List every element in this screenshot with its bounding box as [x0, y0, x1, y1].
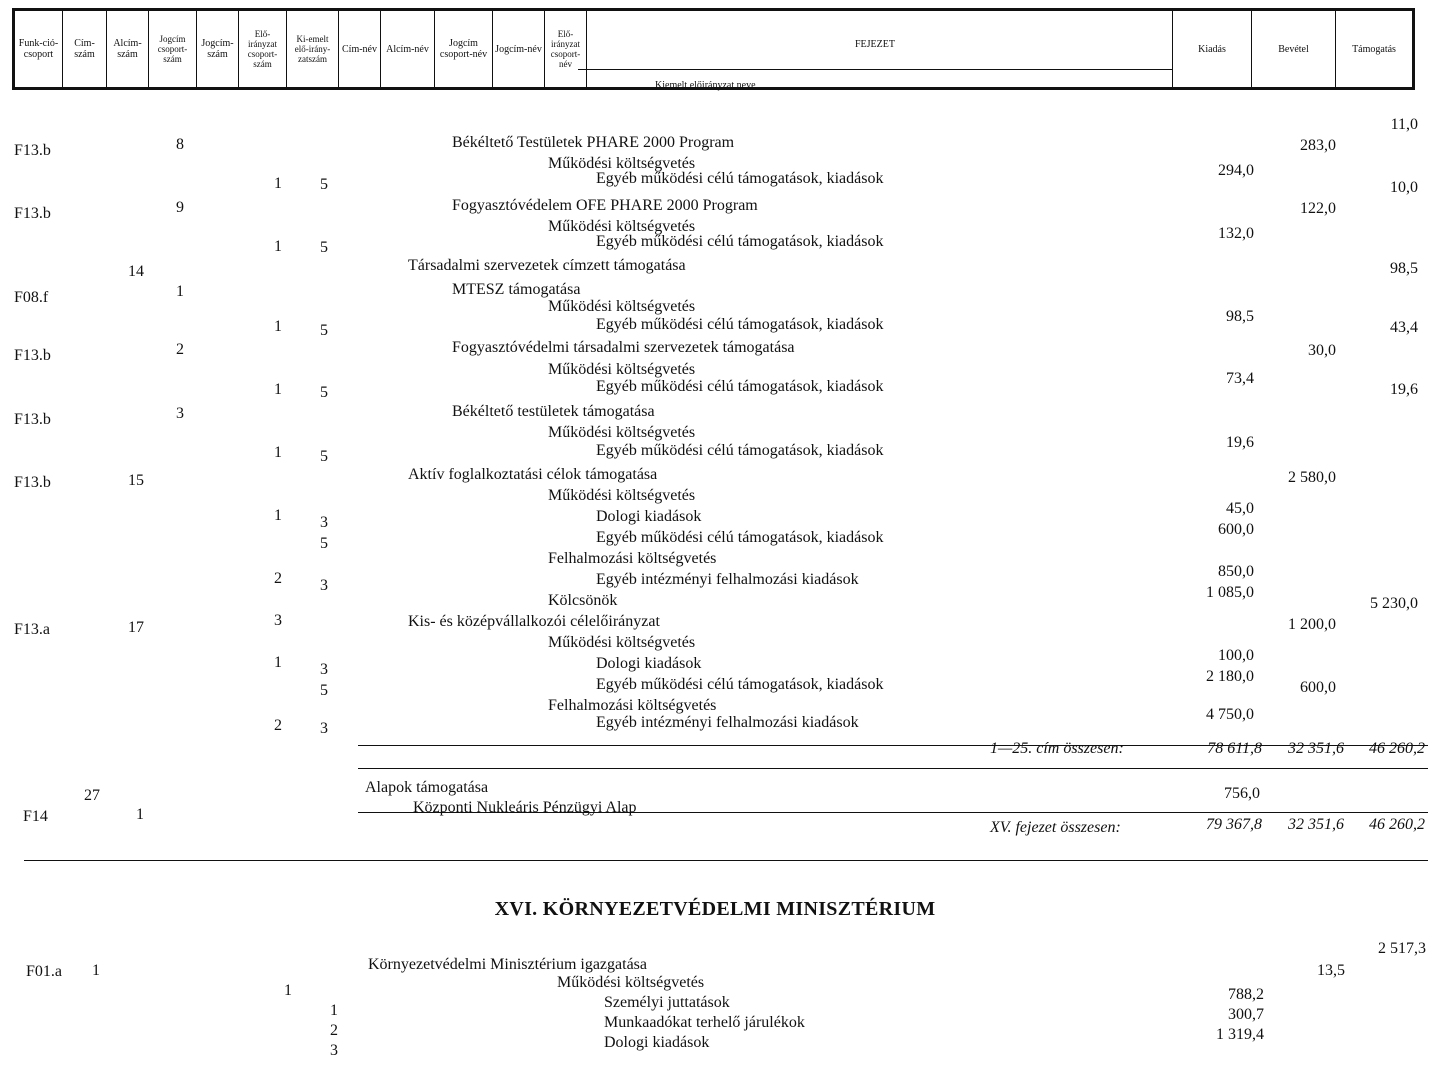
- row-funkcio: F13.b: [14, 142, 51, 159]
- total1-label: 1—25. cím összesen:: [990, 740, 1124, 757]
- col-header-bevetel: Bevétel: [1252, 11, 1336, 87]
- row-name: Fogyasztóvédelem OFE PHARE 2000 Program: [452, 197, 758, 214]
- row-tamogatas: 11,0: [1390, 116, 1418, 133]
- row-kiemelt: 5: [320, 682, 328, 699]
- alapok-alcim: 1: [136, 806, 144, 823]
- row-name: Működési költségvetés: [548, 424, 696, 441]
- row-name: Fogyasztóvédelmi társadalmi szervezetek támogatása: [452, 339, 795, 356]
- col-header-alcimnev: Alcím-név: [381, 11, 435, 87]
- row-name: Működési költségvetés: [548, 487, 696, 504]
- row-jogcim-csoport: 9: [176, 199, 184, 216]
- col-header-kiemelt: Ki-emelt elő-irány-zatszám: [287, 11, 339, 87]
- total2-kiadas: 79 367,8: [1206, 816, 1262, 833]
- fejezet-label: FEJEZET: [855, 39, 895, 50]
- chapter-end-rule: [24, 860, 1428, 861]
- row-funkcio: F13.a: [14, 621, 50, 638]
- row-kiadas: 73,4: [1226, 370, 1254, 387]
- row-kiadas: 600,0: [1218, 521, 1254, 538]
- ministry-item-name: Dologi kiadások: [604, 1034, 710, 1051]
- col-header-eloirszam: Elő-irányzat csoport-szám: [239, 11, 287, 87]
- row-name: Egyéb működési célú támogatások, kiadások: [596, 529, 884, 546]
- ministry-tamogatas: 2 517,3: [1378, 940, 1426, 957]
- alapok-name: Alapok támogatása: [365, 779, 489, 796]
- row-kiemelt: 3: [320, 577, 328, 594]
- row-kiadas: 98,5: [1226, 308, 1254, 325]
- row-jogcim-csoport: 3: [176, 405, 184, 422]
- row-funkcio: F13.b: [14, 474, 51, 491]
- row-eloiranyzat-csoport: 1: [274, 318, 282, 335]
- ministry-item-name: Személyi juttatások: [604, 994, 730, 1011]
- row-eloiranyzat-csoport: 2: [274, 717, 282, 734]
- ministry-ecs: 1: [284, 982, 292, 999]
- row-name: Egyéb intézményi felhalmozási kiadások: [596, 571, 859, 588]
- ministry-mk: Működési költségvetés: [557, 974, 705, 991]
- row-name: Békéltető testületek támogatása: [452, 403, 655, 420]
- total2-tamogatas: 46 260,2: [1369, 816, 1425, 833]
- row-eloiranyzat-csoport: 1: [274, 381, 282, 398]
- row-name: Társadalmi szervezetek címzett támogatása: [408, 257, 686, 274]
- row-alcim: 14: [128, 263, 144, 280]
- row-name: Működési költségvetés: [548, 155, 696, 172]
- row-kiadas: 45,0: [1226, 500, 1254, 517]
- total2-bevetel: 32 351,6: [1288, 816, 1344, 833]
- row-kiemelt: 5: [320, 448, 328, 465]
- row-jogcim-csoport: 8: [176, 136, 184, 153]
- alapok-kiadas: 756,0: [1224, 785, 1260, 802]
- ministry-cim: 1: [92, 962, 100, 979]
- col-header-jogcimcsopszam: Jogcím csoport-szám: [149, 11, 197, 87]
- fejezet-divider: [578, 69, 1172, 70]
- row-tamogatas: 19,6: [1390, 381, 1418, 398]
- ministry-item-kiemelt: 2: [330, 1022, 338, 1039]
- row-eloiranyzat-csoport: 1: [274, 175, 282, 192]
- row-name: Egyéb működési célú támogatások, kiadások: [596, 233, 884, 250]
- ministry-item-kiemelt: 3: [330, 1042, 338, 1059]
- row-kiemelt: 3: [320, 720, 328, 737]
- row-kiadas: 1 085,0: [1206, 584, 1254, 601]
- ministry-bevetel: 13,5: [1317, 962, 1345, 979]
- row-eloiranyzat-csoport: 1: [274, 654, 282, 671]
- ministry-item-kiadas: 300,7: [1228, 1006, 1264, 1023]
- row-tamogatas: 43,4: [1390, 319, 1418, 336]
- row-kiemelt: 3: [320, 661, 328, 678]
- ministry-item-kiadas: 788,2: [1228, 986, 1264, 1003]
- row-name: Felhalmozási költségvetés: [548, 697, 717, 714]
- row-name: Működési költségvetés: [548, 218, 696, 235]
- row-kiemelt: 5: [320, 176, 328, 193]
- total1-kiadas: 78 611,8: [1207, 740, 1262, 757]
- row-alcim: 17: [128, 619, 144, 636]
- row-eloiranyzat-csoport: 3: [274, 612, 282, 629]
- row-name: Működési költségvetés: [548, 634, 696, 651]
- col-header-funkcio: Funk-ció-csoport: [15, 11, 63, 87]
- row-bevetel: 600,0: [1300, 679, 1336, 696]
- chapter-title: XVI. KÖRNYEZETVÉDELMI MINISZTÉRIUM: [494, 898, 936, 920]
- row-bevetel: 122,0: [1300, 200, 1336, 217]
- row-kiadas: 100,0: [1218, 647, 1254, 664]
- row-kiadas: 19,6: [1226, 434, 1254, 451]
- row-kiadas: 850,0: [1218, 563, 1254, 580]
- row-name: Egyéb intézményi felhalmozási kiadások: [596, 714, 859, 731]
- row-kiadas: 4 750,0: [1206, 706, 1254, 723]
- row-tamogatas: 5 230,0: [1370, 595, 1418, 612]
- row-name: Egyéb működési célú támogatások, kiadások: [596, 378, 884, 395]
- alapok-cim: 27: [84, 787, 100, 804]
- row-bevetel: 30,0: [1308, 342, 1336, 359]
- row-name: Egyéb működési célú támogatások, kiadások: [596, 442, 884, 459]
- total1-bevetel: 32 351,6: [1288, 740, 1344, 757]
- row-name: Felhalmozási költségvetés: [548, 550, 717, 567]
- row-jogcim-csoport: 2: [176, 341, 184, 358]
- row-name: Egyéb működési célú támogatások, kiadások: [596, 676, 884, 693]
- row-kiadas: 2 180,0: [1206, 668, 1254, 685]
- row-name: Békéltető Testületek PHARE 2000 Program: [452, 134, 735, 151]
- row-bevetel: 283,0: [1300, 137, 1336, 154]
- row-kiadas: 132,0: [1218, 225, 1254, 242]
- row-jogcim-csoport: 1: [176, 283, 184, 300]
- row-eloiranyzat-csoport: 1: [274, 444, 282, 461]
- row-name: Kis- és középvállalkozói célelőirányzat: [408, 613, 660, 630]
- row-kiadas: 294,0: [1218, 162, 1254, 179]
- alapok-sub: Központi Nukleáris Pénzügyi Alap: [413, 799, 637, 816]
- row-eloiranyzat-csoport: 1: [274, 507, 282, 524]
- col-header-eloirnev: Elő-irányzat csoport-név: [545, 11, 587, 87]
- row-name: Egyéb működési célú támogatások, kiadások: [596, 170, 884, 187]
- row-alcim: 15: [128, 472, 144, 489]
- row-name: MTESZ támogatása: [452, 281, 581, 298]
- kiemelt-nev-label: Kiemelt előirányzat neve: [655, 80, 756, 91]
- row-funkcio: F13.b: [14, 347, 51, 364]
- col-header-cimnev: Cím-név: [339, 11, 381, 87]
- col-header-alcimszam: Alcím-szám: [107, 11, 149, 87]
- row-kiemelt: 5: [320, 322, 328, 339]
- col-header-kiadas: Kiadás: [1172, 11, 1252, 87]
- col-header-jogcimcsopnev: Jogcím csoport-név: [435, 11, 493, 87]
- ministry-item-kiadas: 1 319,4: [1216, 1026, 1264, 1043]
- row-eloiranyzat-csoport: 1: [274, 238, 282, 255]
- row-funkcio: F08.f: [14, 289, 49, 306]
- col-header-jogcimszam: Jogcím-szám: [197, 11, 239, 87]
- ministry-funkcio: F01.a: [26, 963, 62, 980]
- row-eloiranyzat-csoport: 2: [274, 570, 282, 587]
- ministry-item-kiemelt: 1: [330, 1002, 338, 1019]
- ministry-item-name: Munkaadókat terhelő járulékok: [604, 1014, 805, 1031]
- row-kiemelt: 3: [320, 514, 328, 531]
- row-kiemelt: 5: [320, 384, 328, 401]
- row-bevetel: 1 200,0: [1288, 616, 1336, 633]
- row-tamogatas: 98,5: [1390, 260, 1418, 277]
- row-name: Dologi kiadások: [596, 508, 702, 525]
- row-name: Egyéb működési célú támogatások, kiadások: [596, 316, 884, 333]
- total1-tamogatas: 46 260,2: [1369, 740, 1425, 757]
- row-funkcio: F13.b: [14, 411, 51, 428]
- alapok-funkcio: F14: [23, 808, 48, 825]
- row-name: Működési költségvetés: [548, 298, 696, 315]
- row-name: Kölcsönök: [548, 592, 618, 609]
- table-header: [12, 8, 1415, 90]
- total2-label: XV. fejezet összesen:: [990, 819, 1121, 836]
- row-tamogatas: 10,0: [1390, 179, 1418, 196]
- row-kiemelt: 5: [320, 239, 328, 256]
- row-bevetel: 2 580,0: [1288, 469, 1336, 486]
- row-kiemelt: 5: [320, 535, 328, 552]
- ministry-name: Környezetvédelmi Minisztérium igazgatása: [368, 956, 648, 973]
- col-header-tamogatas: Támogatás: [1352, 43, 1396, 55]
- row-name: Aktív foglalkoztatási célok támogatása: [408, 466, 658, 483]
- total-rule: [358, 745, 1428, 746]
- row-name: Dologi kiadások: [596, 655, 702, 672]
- col-header-jogcimnev: Jogcím-név: [493, 11, 545, 87]
- row-funkcio: F13.b: [14, 205, 51, 222]
- row-name: Működési költségvetés: [548, 361, 696, 378]
- total2-rule: [358, 812, 1428, 813]
- section-rule: [358, 768, 1428, 769]
- col-header-cimszam: Cím-szám: [63, 11, 107, 87]
